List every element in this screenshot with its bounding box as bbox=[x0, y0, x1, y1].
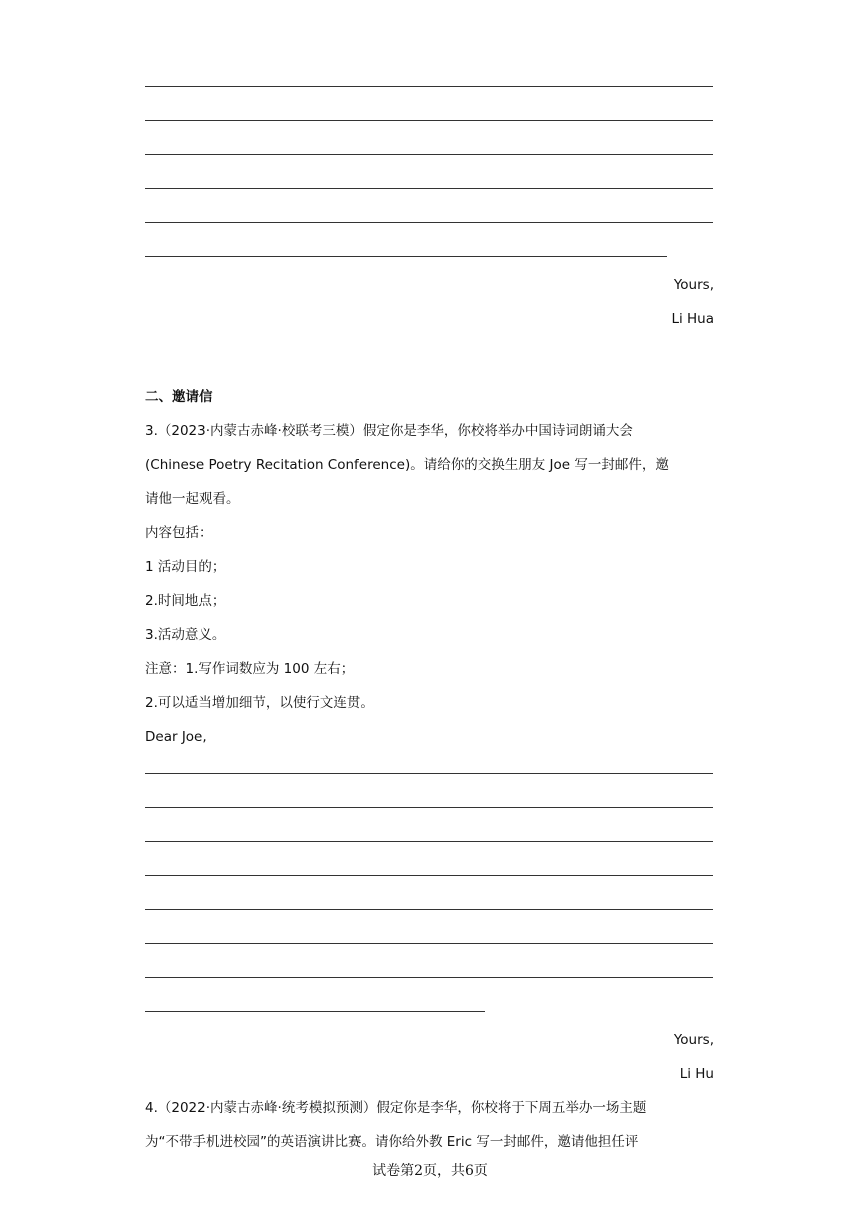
closing-text: Yours, bbox=[673, 277, 714, 293]
letter-greeting: Dear Joe, bbox=[145, 729, 207, 745]
writing-line bbox=[145, 188, 713, 189]
closing-text: Yours, bbox=[673, 1032, 714, 1048]
question-3-line-1: 3.（2023·内蒙古赤峰·校联考三模）假定你是李华，你校将举办中国诗词朗诵大会 bbox=[145, 423, 633, 439]
content-point-2: 2.时间地点； bbox=[145, 593, 226, 609]
signature-text: Li Hu bbox=[679, 1066, 714, 1082]
question-4-line-1: 4.（2022·内蒙古赤峰·统考模拟预测）假定你是李华，你校将于下周五举办一场主题 bbox=[145, 1100, 647, 1116]
content-point-1: 1 活动目的； bbox=[145, 559, 226, 575]
writing-line bbox=[145, 1011, 485, 1012]
page-footer: 试卷第2页，共6页 bbox=[372, 1163, 488, 1179]
writing-line bbox=[145, 256, 667, 257]
section-heading: 二、邀请信 bbox=[145, 389, 213, 405]
writing-line bbox=[145, 154, 713, 155]
question-4-line-2: 为“不带手机进校园”的英语演讲比赛。请你给外教 Eric 写一封邮件，邀请他担任评 bbox=[145, 1134, 639, 1150]
writing-line bbox=[145, 977, 713, 978]
writing-line bbox=[145, 120, 713, 121]
signature-text: Li Hua bbox=[671, 311, 714, 327]
content-point-3: 3.活动意义。 bbox=[145, 627, 226, 643]
note-line-2: 2.可以适当增加细节，以使行文连贯。 bbox=[145, 695, 374, 711]
writing-line bbox=[145, 909, 713, 910]
writing-line bbox=[145, 943, 713, 944]
writing-line bbox=[145, 841, 713, 842]
writing-line bbox=[145, 875, 713, 876]
writing-line bbox=[145, 807, 713, 808]
question-3-line-2: (Chinese Poetry Recitation Conference)。请给你的交换生朋友 Joe 写一封邮件，邀 bbox=[145, 457, 669, 473]
question-3-line-3: 请他一起观看。 bbox=[145, 491, 240, 507]
content-label: 内容包括： bbox=[145, 525, 213, 541]
note-line-1: 注意：1.写作词数应为 100 左右； bbox=[145, 661, 355, 677]
writing-line bbox=[145, 222, 713, 223]
writing-line bbox=[145, 86, 713, 87]
writing-line bbox=[145, 773, 713, 774]
